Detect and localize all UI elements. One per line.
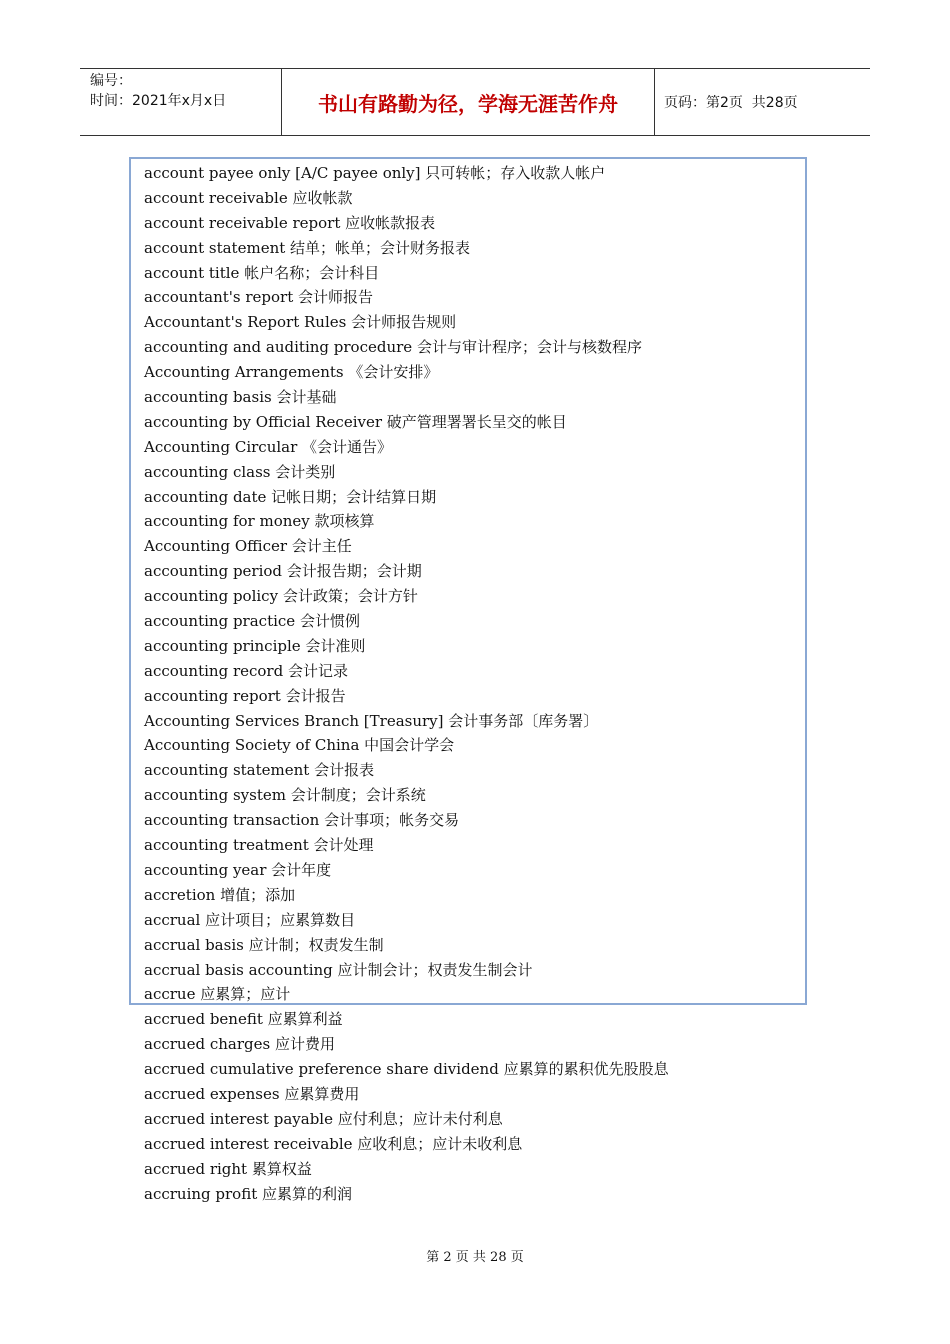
glossary-entry: accounting by Official Receiver 破产管理署署长呈交的帐目 xyxy=(144,412,567,431)
glossary-entry: accounting record 会计记录 xyxy=(144,661,348,680)
glossary-entry: account payee only [A/C payee only] 只可转帐；存入收款人帐户 xyxy=(144,164,606,182)
glossary-entry: accrued interest receivable 应收利息；应计未收利息 xyxy=(144,1134,523,1153)
glossary-entry: accrued expenses 应累算费用 xyxy=(144,1084,360,1103)
glossary-entry: accounting principle 会计准则 xyxy=(144,636,366,655)
glossary-entry: account receivable report 应收帐款报表 xyxy=(144,213,436,232)
glossary-list xyxy=(131,159,805,1206)
glossary-entry: accounting basis 会计基础 xyxy=(144,388,337,407)
glossary-entry: accrued right 累算权益 xyxy=(144,1159,312,1178)
glossary-entry: Accounting Society of China 中国会计学会 xyxy=(144,736,455,755)
glossary-entry: accretion 增值；添加 xyxy=(144,885,296,904)
glossary-entry: Accounting Officer 会计主任 xyxy=(144,537,352,556)
glossary-entry: accounting treatment 会计处理 xyxy=(144,836,374,855)
glossary-entry: account statement 结单；帐单；会计财务报表 xyxy=(144,238,471,257)
glossary-entry: accrual basis 应计制；权责发生制 xyxy=(144,935,384,954)
glossary-entry: accounting report 会计报告 xyxy=(144,686,346,705)
glossary-entry: accountant's report 会计师报告 xyxy=(144,288,373,307)
glossary-entry: accounting practice 会计惯例 xyxy=(144,612,360,631)
glossary-entry: accrual 应计项目；应累算数目 xyxy=(144,910,356,929)
glossary-entry: accounting date 记帐日期；会计结算日期 xyxy=(144,487,437,506)
glossary-box xyxy=(129,157,807,1203)
glossary-entry: accounting statement 会计报表 xyxy=(144,761,375,780)
glossary-entry: accounting transaction 会计事项；帐务交易 xyxy=(144,811,460,830)
glossary-entry: accrued cumulative preference share dividend 应累算的累积优先股股息 xyxy=(144,1060,669,1079)
glossary-entry: accrued interest payable 应付利息；应计未付利息 xyxy=(144,1109,503,1128)
glossary-entry: account title 帐户名称；会计科目 xyxy=(144,263,380,282)
glossary-entry: accounting year 会计年度 xyxy=(144,860,332,879)
glossary-entry: account receivable 应收帐款 xyxy=(144,188,353,207)
glossary-entry: accrual basis accounting 应计制会计；权责发生制会计 xyxy=(144,960,533,979)
page-header xyxy=(80,68,870,136)
header-page-info: 页码：第2页 共28页 xyxy=(664,95,798,111)
glossary-entry: accounting policy 会计政策；会计方针 xyxy=(144,587,418,606)
glossary-entry: Accountant's Report Rules 会计师报告规则 xyxy=(144,313,457,332)
glossary-entry: accounting for money 款项核算 xyxy=(144,512,375,531)
glossary-entry: Accounting Arrangements 《会计安排》 xyxy=(144,363,439,382)
document-number-label: 编号： xyxy=(90,73,132,89)
glossary-entry: accrued charges 应计费用 xyxy=(144,1035,335,1054)
glossary-entry: Accounting Circular 《会计通告》 xyxy=(144,437,393,456)
glossary-entry: accounting period 会计报告期；会计期 xyxy=(144,562,422,581)
glossary-entry: Accounting Services Branch [Treasury] 会计事务部〔库务署〕 xyxy=(144,711,599,730)
glossary-entry: accrue 应累算；应计 xyxy=(144,985,291,1004)
header-motto: 书山有路勤为径，学海无涯苦作舟 xyxy=(282,69,655,135)
document-time-label: 时间：2021年x月x日 xyxy=(90,93,227,109)
glossary-entry: accounting system 会计制度；会计系统 xyxy=(144,786,426,805)
glossary-entry: accounting class 会计类别 xyxy=(144,462,336,481)
header-meta xyxy=(80,69,282,135)
glossary-entry: accruing profit 应累算的利润 xyxy=(144,1184,353,1203)
glossary-entry: accrued benefit 应累算利益 xyxy=(144,1010,343,1029)
glossary-entry: accounting and auditing procedure 会计与审计程序；会计与核数程序 xyxy=(144,338,642,357)
page-footer: 第 2 页 共 28 页 xyxy=(426,1250,524,1265)
